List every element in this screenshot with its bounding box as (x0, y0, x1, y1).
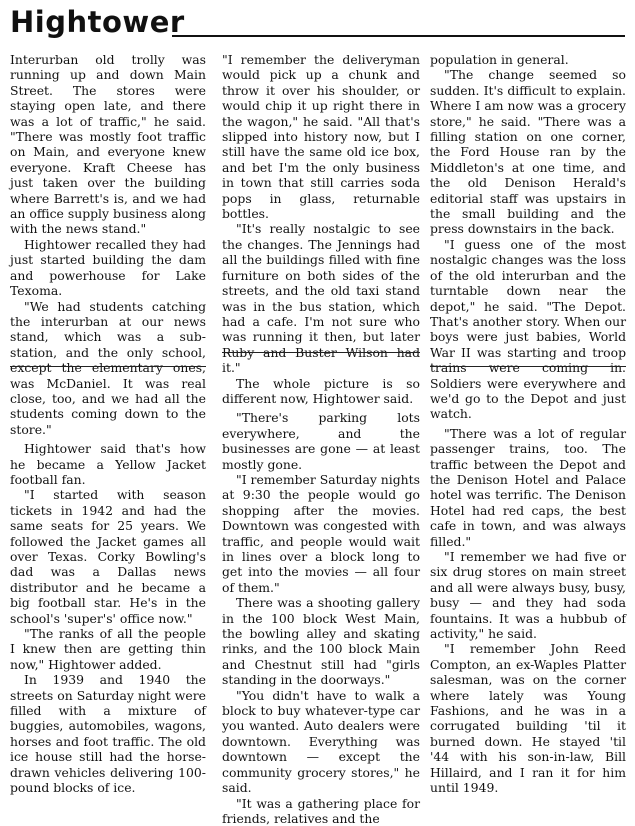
paragraph: "The change seemed so sudden. It's difficult to explain. Where I am now was a grocery store," he said. "There was a filling station on one corner, the Ford House ran by the Middleton's at one time, and the old Denison Herald's editorial staff was upstairs in the small building and the press downstairs in the back. (430, 67, 626, 236)
paragraph: "It's really nostalgic to see the changes. The Jennings had all the buildings filled with fine furniture on both sides of the streets, and the old taxi stand was in the bus station, which had a cafe. I'm not sure who was running it then, but later Ruby and Buster Wilson had it." (222, 221, 420, 375)
paragraph: In 1939 and 1940 the streets on Saturday night were filled with a mixture of buggies, automobiles, wagons, horses and foot traffic. The old ice house still had the horse-drawn vehicles delivering 100-pound blocks of ice. (10, 672, 206, 795)
paragraph: "I started with season tickets in 1942 and had the same seats for 25 years. We followed the Jacket games all over Texas. Corky Bowling's dad was a Dallas news distributor and he became a big football star. He's in the school's 'super's' office now." (10, 487, 206, 626)
paragraph: Interurban old trolly was running up and down Main Street. The stores were staying open late, and there was a lot of traffic," he said. "There was mostly foot traffic on Main, and everyone knew everyone. Kraft Cheese has just taken over the building where Barrett's is, and we had an office supply business along with the news stand." (10, 52, 206, 237)
paragraph: "I remember we had five or six drug stores on main street and all were always busy, busy, busy — and they had soda fountains. It was a hubbub of activity," he said. (430, 549, 626, 641)
column-2 (222, 52, 420, 698)
paragraph: Hightower said that's how he became a Yellow Jacket football fan. (10, 441, 206, 487)
paragraph: "I remember John Reed Compton, an ex-Waples Platter salesman, was on the corner where lately was Young Fashions, and he was in a corrugated building 'til it burned down. He stayed 'til '44 with his son-in-law, Bill Hillaird, and I ran it for him until 1949. (430, 641, 626, 795)
paragraph: "There was a lot of regular passenger trains, too. The traffic between the Depot and the Denison Hotel and Palace hotel was terrific. The Denison Hotel had red caps, the best cafe in town, and was always filled." (430, 426, 626, 549)
paragraph: "There's parking lots everywhere, and the businesses are gone — at least mostly gone. (222, 410, 420, 472)
column-1 (10, 52, 206, 698)
paragraph: Hightower recalled they had just started building the dam and powerhouse for Lake Texoma. (10, 237, 206, 299)
paragraph: "We had students catching the interurban at our news stand, which was a sub-station, and the only school, except the elementary ones, was McDaniel. It was real close, too, and we had all the students coming down to the store." (10, 299, 206, 438)
headline-rule (172, 35, 625, 37)
paragraph: population in general. (430, 52, 626, 67)
column-3 (430, 52, 626, 698)
paragraph: There was a shooting gallery in the 100 block West Main, the bowling alley and skating rinks, and the 100 block Main and Chestnut still had "girls standing in the doorways." (222, 595, 420, 687)
paragraph: "It was a gathering place for friends, relatives and the (222, 796, 420, 826)
paragraph: "I remember the deliveryman would pick up a chunk and throw it over his shoulder, or would chip it up right there in the wagon," he said. "All that's slipped into history now, but I still have the same old ice box, and bet I'm the only business in town that still carries soda pops in glass, returnable bottles. (222, 52, 420, 221)
column-divider (430, 366, 626, 367)
paragraph: "I remember Saturday nights at 9:30 the people would go shopping after the movies. Downtown was congested with traffic, and people would wait in lines over a block long to get into the movies — all four of them." (222, 472, 420, 595)
paragraph: "The ranks of all the people I knew then are getting thin now," Hightower added. (10, 626, 206, 672)
masthead (10, 2, 625, 46)
column-divider (10, 366, 206, 367)
paragraph: "I guess one of the most nostalgic changes was the loss of the old interurban and the turntable down near the depot," he said. "The Depot. That's another story. When our boys were just babies, World War II was starting and troop trains were coming in. Soldiers were everywhere and we'd go to the Depot and just watch. (430, 237, 626, 422)
paragraph: "You didn't have to walk a block to buy whatever-type car you wanted. Auto dealers were downtown. Everything was downtown — except the community grocery stores," he said. (222, 688, 420, 796)
headline: Hightower (10, 2, 185, 42)
column-divider (222, 352, 420, 353)
paragraph: The whole picture is so different now, Hightower said. (222, 376, 420, 407)
